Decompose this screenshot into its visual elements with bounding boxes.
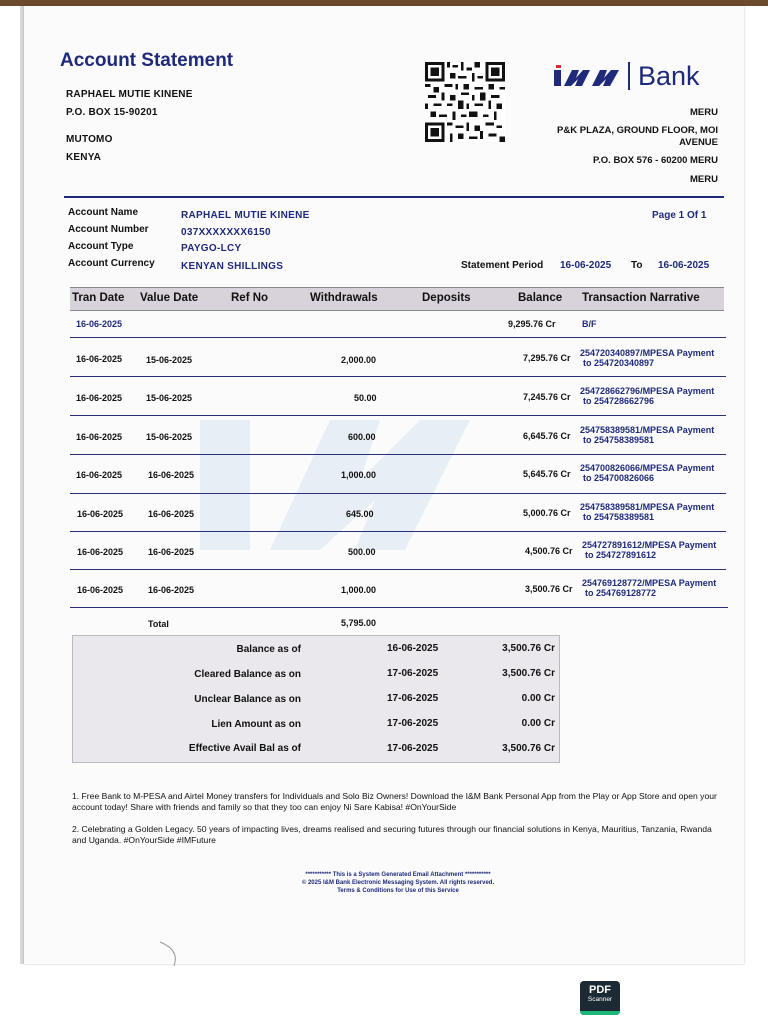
col-value-date: Value Date — [140, 292, 199, 304]
row-separator — [70, 454, 726, 455]
tran-date: 16-06-2025 — [76, 354, 123, 364]
value-date: 16-06-2025 — [148, 585, 195, 595]
value-date: 16-06-2025 — [148, 470, 195, 480]
account-number-value: 037XXXXXXX6150 — [181, 227, 271, 238]
account-currency-label: Account Currency — [68, 258, 155, 269]
summary-date: 17-06-2025 — [387, 743, 439, 754]
balance: 4,500.76 Cr — [525, 546, 573, 556]
withdrawal: 50.00 — [354, 393, 377, 403]
summary-amount: 3,500.76 Cr — [502, 668, 555, 679]
balance: 7,245.76 Cr — [523, 392, 571, 402]
statement-period-to: 16-06-2025 — [658, 260, 710, 271]
summary-amount: 3,500.76 Cr — [502, 743, 555, 754]
bank-po-box: P.O. BOX 576 - 60200 MERU — [593, 155, 718, 166]
pdf-badge-title: PDF — [589, 984, 611, 996]
narrative-line2: to 254758389581 — [583, 435, 655, 445]
account-currency-value: KENYAN SHILLINGS — [181, 261, 284, 272]
balance: 6,645.76 Cr — [523, 431, 571, 441]
row-separator — [70, 337, 726, 338]
account-type-label: Account Type — [68, 241, 134, 252]
withdrawal: 600.00 — [348, 432, 376, 442]
row-separator — [70, 531, 726, 532]
statement-period-from: 16-06-2025 — [560, 260, 612, 271]
col-transaction-narrative: Transaction Narrative — [582, 292, 700, 304]
customer-name: RAPHAEL MUTIE KINENE — [66, 89, 193, 100]
statement-period-label: Statement Period — [461, 260, 544, 271]
statement-title: Account Statement — [60, 50, 234, 71]
footer-copyright: © 2025 I&M Bank Electronic Messaging System. All rights reserved. — [301, 880, 495, 886]
im-watermark-icon — [190, 360, 520, 560]
summary-label: Cleared Balance as on — [194, 669, 301, 680]
row-separator — [70, 415, 726, 416]
value-date: 16-06-2025 — [148, 547, 195, 557]
summary-amount: 3,500.76 Cr — [502, 643, 555, 654]
paper-curl-mark — [150, 940, 190, 970]
total-label: Total — [148, 619, 169, 629]
bank-logo — [552, 58, 700, 94]
summary-date: 17-06-2025 — [387, 668, 439, 679]
narrative-line1: B/F — [582, 319, 597, 329]
narrative-line2: to 254728662796 — [583, 396, 655, 406]
customer-po-box: P.O. BOX 15-90201 — [66, 107, 158, 118]
row-separator — [70, 607, 728, 608]
row-separator — [70, 569, 726, 570]
summary-amount: 0.00 Cr — [521, 718, 555, 729]
narrative-line1: 254758389581/MPESA Payment — [580, 425, 715, 435]
page-indicator: Page 1 Of 1 — [652, 210, 707, 221]
tran-date: 16-06-2025 — [77, 585, 124, 595]
statement-period-to-label: To — [631, 260, 643, 271]
balance: 3,500.76 Cr — [525, 584, 573, 594]
summary-date: 17-06-2025 — [387, 693, 439, 704]
im-logo-mark-icon — [552, 60, 622, 92]
pdf-badge-bar — [580, 1011, 620, 1015]
balance: 5,000.76 Cr — [523, 508, 571, 518]
account-type-value: PAYGO-LCY — [181, 243, 242, 254]
tran-date: 16-06-2025 — [76, 470, 123, 480]
narrative-line2: to 254727891612 — [585, 550, 657, 560]
narrative-line1: 254769128772/MPESA Payment — [582, 578, 717, 588]
summary-label: Lien Amount as on — [211, 719, 301, 730]
summary-label: Unclear Balance as on — [194, 694, 301, 705]
narrative-line1: 254727891612/MPESA Payment — [582, 540, 717, 550]
col-tran-date: Tran Date — [72, 292, 125, 304]
bank-city: MERU — [690, 174, 718, 185]
narrative-line2: to 254769128772 — [585, 588, 657, 598]
withdrawal: 1,000.00 — [341, 470, 377, 480]
withdrawal: 500.00 — [348, 547, 376, 557]
tran-date: 16-06-2025 — [77, 509, 124, 519]
narrative-line2: to 254758389581 — [583, 512, 655, 522]
summary-date: 17-06-2025 — [387, 718, 439, 729]
footer-terms: Terms & Conditions for Use of this Service — [337, 888, 459, 894]
col-ref-no: Ref No — [231, 292, 269, 304]
tran-date: 16-06-2025 — [76, 432, 123, 442]
narrative-line2: to 254720340897 — [583, 358, 655, 368]
col-deposits: Deposits — [422, 292, 471, 304]
value-date: 15-06-2025 — [146, 432, 193, 442]
customer-country: KENYA — [66, 152, 102, 163]
value-date: 16-06-2025 — [148, 509, 195, 519]
balance-summary-box — [72, 635, 560, 763]
tran-date: 16-06-2025 — [77, 547, 124, 557]
total-withdrawals: 5,795.00 — [341, 618, 377, 628]
pdf-badge-subtitle: Scanner — [587, 996, 613, 1003]
header-divider — [64, 196, 724, 198]
summary-amount: 0.00 Cr — [521, 693, 555, 704]
summary-label: Balance as of — [236, 644, 301, 655]
col-withdrawals: Withdrawals — [310, 292, 378, 304]
bank-address-line1: P&K PLAZA, GROUND FLOOR, MOI — [557, 125, 718, 136]
account-name-label: Account Name — [68, 207, 139, 218]
tran-date: 16-06-2025 — [76, 319, 123, 329]
narrative-line1: 254758389581/MPESA Payment — [580, 502, 715, 512]
promo-note-2: 2. Celebrating a Golden Legacy. 50 years of impacting lives, dreams realised and securing futures through our financial solutions in Kenya, Mauritius, Tanzania, Rwanda and Uganda. #OnYourSide #IMFuture — [72, 824, 712, 845]
balance: 7,295.76 Cr — [523, 353, 571, 363]
withdrawal: 2,000.00 — [341, 355, 377, 365]
account-name-value: RAPHAEL MUTIE KINENE — [181, 210, 310, 221]
row-separator — [70, 493, 726, 494]
withdrawal: 645.00 — [346, 509, 374, 519]
row-separator — [70, 376, 726, 377]
bank-logo-text: Bank — [638, 60, 700, 91]
bank-branch: MERU — [690, 107, 718, 118]
customer-town: MUTOMO — [66, 134, 113, 145]
logo-separator — [628, 62, 630, 90]
transactions-table-header — [70, 287, 724, 311]
footer-system-generated: *********** This is a System Generated Email Attachment *********** — [305, 872, 491, 878]
narrative-line2: to 254700826066 — [583, 473, 655, 483]
summary-label: Effective Avail Bal as of — [188, 743, 301, 754]
qr-code — [422, 62, 508, 142]
withdrawal: 1,000.00 — [341, 585, 377, 595]
value-date: 15-06-2025 — [146, 355, 193, 365]
summary-date: 16-06-2025 — [387, 643, 439, 654]
col-balance: Balance — [518, 292, 563, 304]
narrative-line1: 254700826066/MPESA Payment — [580, 463, 715, 473]
value-date: 15-06-2025 — [146, 393, 193, 403]
narrative-line1: 254728662796/MPESA Payment — [580, 386, 715, 396]
promo-note-1: 1. Free Bank to M-PESA and Airtel Money transfers for Individuals and Solo Biz Owners! Download the I&M Bank Personal App from the Play or App Store and open your account today! Share with friends and family so that they too can enjoy Ni Sare Kabisa! #OnYourSide — [72, 791, 717, 812]
bank-address-line2: AVENUE — [679, 137, 718, 148]
balance: 9,295.76 Cr — [508, 319, 556, 329]
pdf-scanner-badge — [580, 981, 620, 1015]
narrative-line1: 254720340897/MPESA Payment — [580, 348, 715, 358]
balance: 5,645.76 Cr — [523, 469, 571, 479]
account-number-label: Account Number — [68, 224, 149, 235]
tran-date: 16-06-2025 — [76, 393, 123, 403]
